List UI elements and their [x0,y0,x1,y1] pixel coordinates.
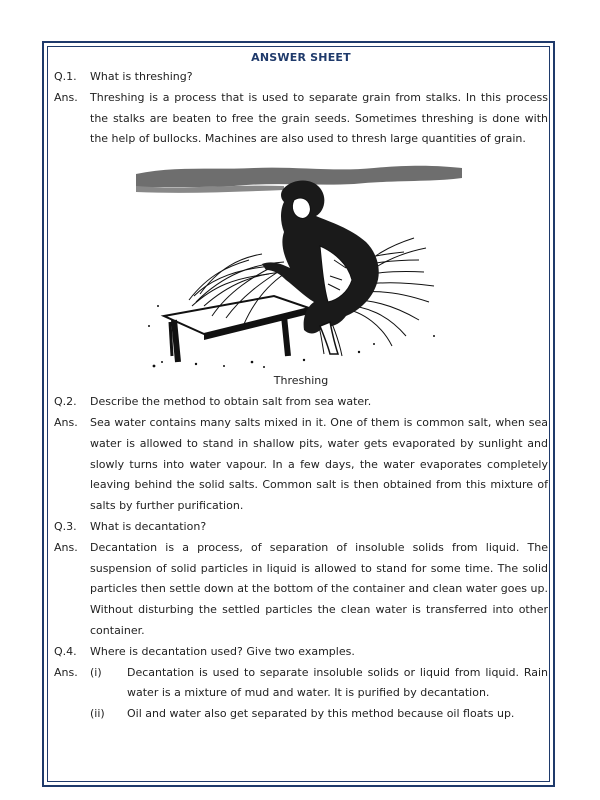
question-text: Describe the method to obtain salt from sea water. [90,395,372,409]
question-label: Q.1. [54,70,77,83]
answer-point [90,663,548,705]
answer-label: Ans. [54,540,78,554]
question-text: Where is decantation used? Give two examples. [90,644,355,658]
answer-points [90,663,548,725]
answer-1 [54,88,548,150]
point-number: (i) [90,665,102,679]
answer-point [90,704,548,725]
sheet-title: ANSWER SHEET [251,51,351,64]
answer-text: Sea water contains many salts mixed in it. One of them is common salt, when sea water is allowed to stand in shallow pits, water gets evaporated by sunlight and slowly turns into water vapour. In a few days, the water evaporates completely leaving behind the solid salts. Common salt is then obtained from this mixture of salts by further purification. [90,415,548,513]
answer-sheet [54,49,548,725]
threshing-illustration [134,156,464,372]
answer-4 [54,663,548,725]
answer-text: Decantation is a process, of separation of insoluble solids from liquid. The suspension of solid particles in liquid is allowed to stand for some time. The solid particles then settle down at the bottom of the container and clean water goes up. Without disturbing the settled particles the clean water is transferred into other container. [90,540,548,637]
answer-label: Ans. [54,415,78,429]
answer-3 [54,538,548,642]
question-2 [54,392,548,413]
question-label: Q.2. [54,395,77,409]
question-text: What is threshing? [90,70,193,83]
question-label: Q.4. [54,644,77,658]
question-text: What is decantation? [90,519,207,533]
point-number: (ii) [90,707,105,721]
point-text: Decantation is used to separate insoluble solids or liquid from liquid. Rain water is a mixture of mud and water. It is purified by decantation. [127,665,548,700]
question-3 [54,517,548,538]
answer-text: Threshing is a process that is used to separate grain from stalks. In this process the stalks are beaten to free the grain seeds. Sometimes threshing is done with the help of bullocks. Machines are also used to thresh large quantities of grain. [90,90,548,146]
point-text: Oil and water also get separated by this method because oil floats up. [127,707,515,721]
answer-label: Ans. [54,90,78,104]
answer-label: Ans. [54,665,78,679]
threshing-figure [54,150,548,392]
figure-caption: Threshing [273,374,329,388]
question-1 [54,67,548,88]
question-label: Q.3. [54,519,77,533]
question-4 [54,642,548,663]
answer-2 [54,413,548,517]
